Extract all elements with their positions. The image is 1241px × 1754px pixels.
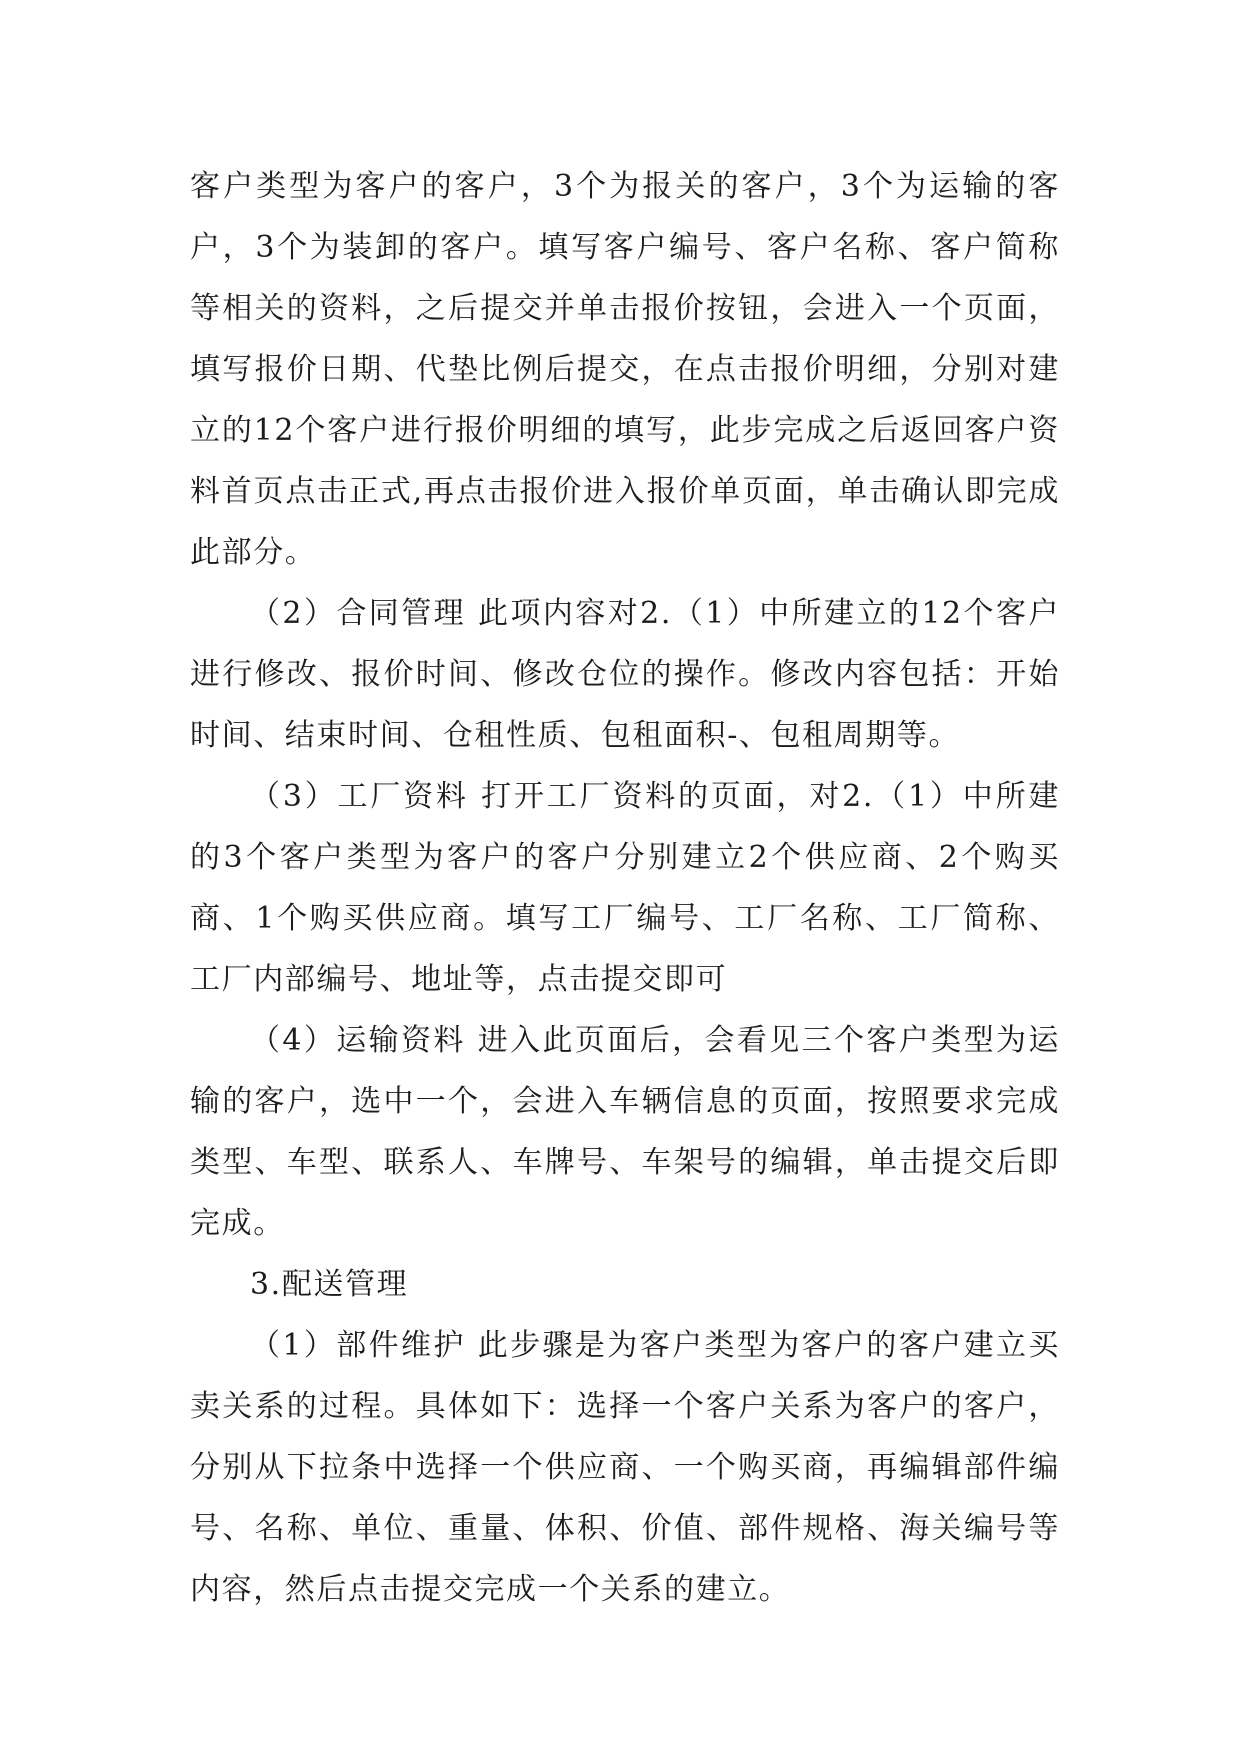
paragraph-contract-management: （2）合同管理 此项内容对2.（1）中所建立的12个客户进行修改、报价时间、修改仓位的操作。修改内容包括：开始时间、结束时间、仓租性质、包租面积-、包租周期等。 bbox=[190, 596, 1060, 753]
document-page bbox=[190, 156, 1060, 1620]
paragraph-parts-maintenance: （1）部件维护 此步骤是为客户类型为客户的客户建立买卖关系的过程。具体如下：选择一个客户关系为客户的客户，分别从下拉条中选择一个供应商、一个购买商，再编辑部件编号、名称、单位、重量、体积、价值、部件规格、海关编号等内容，然后点击提交完成一个关系的建立。 bbox=[190, 1328, 1060, 1607]
section-heading-delivery-management: 3.配送管理 bbox=[250, 1267, 409, 1302]
paragraph-factory-info: （3）工厂资料 打开工厂资料的页面，对2.（1）中所建的3个客户类型为客户的客户分别建立2个供应商、2个购买商、1个购买供应商。填写工厂编号、工厂名称、工厂简称、工厂内部编号、地址等，点击提交即可 bbox=[190, 779, 1060, 997]
paragraph-customer-info: 客户类型为客户的客户，3个为报关的客户，3个为运输的客户，3个为装卸的客户。填写客户编号、客户名称、客户简称等相关的资料，之后提交并单击报价按钮，会进入一个页面，填写报价日期、代垫比例后提交，在点击报价明细，分别对建立的12个客户进行报价明细的填写，此步完成之后返回客户资料首页点击正式,再点击报价进入报价单页面，单击确认即完成此部分。 bbox=[190, 169, 1060, 570]
paragraph-transport-info: （4）运输资料 进入此页面后，会看见三个客户类型为运输的客户，选中一个，会进入车辆信息的页面，按照要求完成类型、车型、联系人、车牌号、车架号的编辑，单击提交后即完成。 bbox=[190, 1023, 1060, 1241]
